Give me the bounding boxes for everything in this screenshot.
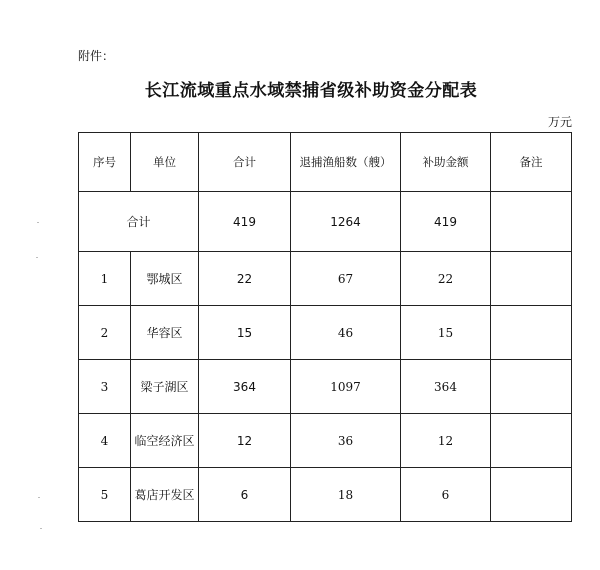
table-row xyxy=(79,306,572,360)
scan-speck xyxy=(38,497,40,498)
row-boats: 36 xyxy=(291,414,401,468)
allocation-table xyxy=(78,132,572,522)
row-no: 5 xyxy=(79,468,131,522)
row-remark xyxy=(491,252,572,306)
row-boats: 67 xyxy=(291,252,401,306)
total-total: 419 xyxy=(199,192,291,252)
table-row xyxy=(79,252,572,306)
row-unit: 鄂城区 xyxy=(131,252,199,306)
row-total: 22 xyxy=(199,252,291,306)
table-row xyxy=(79,414,572,468)
row-subsidy: 6 xyxy=(401,468,491,522)
row-subsidy: 22 xyxy=(401,252,491,306)
row-total: 6 xyxy=(199,468,291,522)
row-unit: 葛店开发区 xyxy=(131,468,199,522)
row-remark xyxy=(491,468,572,522)
total-boats: 1264 xyxy=(291,192,401,252)
row-no: 1 xyxy=(79,252,131,306)
header-no: 序号 xyxy=(79,133,131,192)
row-unit: 华容区 xyxy=(131,306,199,360)
header-boats: 退捕渔船数（艘） xyxy=(291,133,401,192)
row-remark xyxy=(491,414,572,468)
row-remark xyxy=(491,306,572,360)
attachment-label: 附件： xyxy=(78,49,115,63)
header-total: 合计 xyxy=(199,133,291,192)
total-remark xyxy=(491,192,572,252)
total-subsidy: 419 xyxy=(401,192,491,252)
unit-label: 万元 xyxy=(547,115,572,129)
row-boats: 18 xyxy=(291,468,401,522)
table-total-row xyxy=(79,192,572,252)
table-row xyxy=(79,360,572,414)
table-row xyxy=(79,468,572,522)
header-remark: 备注 xyxy=(491,133,572,192)
header-subsidy: 补助金额 xyxy=(401,133,491,192)
row-total: 364 xyxy=(199,360,291,414)
row-no: 3 xyxy=(79,360,131,414)
header-unit: 单位 xyxy=(131,133,199,192)
document-title: 长江流域重点水域禁捕省级补助资金分配表 xyxy=(144,81,478,101)
row-unit: 梁子湖区 xyxy=(131,360,199,414)
row-no: 4 xyxy=(79,414,131,468)
row-remark xyxy=(491,360,572,414)
row-total: 12 xyxy=(199,414,291,468)
row-no: 2 xyxy=(79,306,131,360)
total-label: 合计 xyxy=(79,192,199,252)
row-subsidy: 15 xyxy=(401,306,491,360)
scan-speck xyxy=(40,528,42,529)
row-boats: 1097 xyxy=(291,360,401,414)
row-total: 15 xyxy=(199,306,291,360)
row-subsidy: 12 xyxy=(401,414,491,468)
row-unit: 临空经济区 xyxy=(131,414,199,468)
scan-speck xyxy=(36,257,38,258)
scan-speck xyxy=(37,222,39,223)
table-header-row xyxy=(79,133,572,192)
row-boats: 46 xyxy=(291,306,401,360)
row-subsidy: 364 xyxy=(401,360,491,414)
